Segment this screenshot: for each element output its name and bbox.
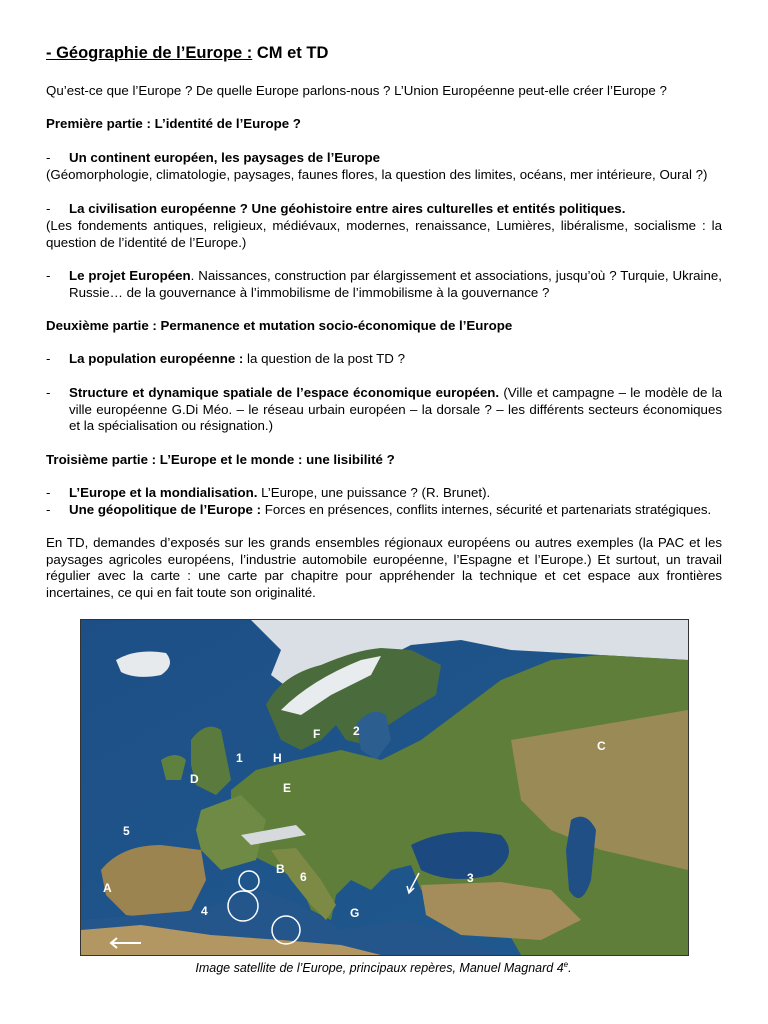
part3-heading: Troisième partie : L’Europe et le monde : une lisibilité ? [46,452,395,467]
part2-item1-text: la question de la post TD ? [243,351,405,366]
europe-satellite-map [80,619,689,956]
bullet-dash: - [46,385,51,400]
bullet-dash: - [46,502,51,517]
part2-item1 [46,351,722,368]
part2-item2-text: (Ville et campagne – le modèle de la ville européenne G.Di Méo. – le réseau urbain européen – la dorsale ? – les différents secteurs économiques et la spécialisation ou résignation.) [69,385,722,433]
part1-heading: Première partie : L’identité de l’Europe ? [46,116,301,131]
part2-item2-title: Structure et dynamique spatiale de l’espace économique européen. [69,385,500,400]
map-svg [81,620,688,955]
title-prefix: - Géographie de l’Europe : [46,44,253,62]
part2-item1-title: La population européenne : [69,351,244,366]
part1-item2 [46,201,722,218]
map-label-1: 1 [236,751,243,765]
part3-item2 [46,502,722,519]
map-label-F: F [313,727,321,741]
part1-item2-title: La civilisation européenne ? Une géohistoire entre aires culturelles et entités politiques. [69,201,626,216]
part2-item2 [46,385,722,435]
map-label-2: 2 [353,724,360,738]
part3-item2-title: Une géopolitique de l’Europe : [69,502,262,517]
part1-item3 [46,268,722,301]
map-label-5: 5 [123,824,130,838]
part3-item1-title: L’Europe et la mondialisation. [69,485,258,500]
part2-heading: Deuxième partie : Permanence et mutation socio-économique de l’Europe [46,318,513,333]
part1-item3-title: Le projet Européen [69,268,191,283]
caption-end: . [568,961,572,976]
part1-item2-detail: (Les fondements antiques, religieux, médiévaux, modernes, renaissance, Lumières, libéralisme, socialisme : la question de l’identité de l’Europe.) [46,218,722,250]
map-label-H: H [273,751,282,765]
bullet-dash: - [46,150,51,165]
caption-superscript: e [563,960,569,969]
map-label-C: C [597,739,606,753]
title-suffix: CM et TD [252,44,329,62]
part1-item1-title: Un continent européen, les paysages de l’Europe [69,150,381,165]
part1-item3-text: . Naissances, construction par élargissement et associations, jusqu’où ? Turquie, Ukraine, Russie… de la gouvernance à l’immobilisme de l’immobilisme à la gouvernance ? [69,268,722,300]
bullet-dash: - [46,485,51,500]
part1-item1-detail: (Géomorphologie, climatologie, paysages, faunes flores, la question des limites, océans, mer intérieure, Oural ?) [46,167,708,182]
map-label-D: D [190,772,199,786]
map-label-B: B [276,862,285,876]
caption-text: Image satellite de l’Europe, principaux repères, Manuel Magnard 4 [195,961,564,976]
map-label-G: G [350,906,360,920]
td-paragraph: En TD, demandes d’exposés sur les grands ensembles régionaux européens ou autres exemples (la PAC et les paysages agricoles européens, l’industrie automobile européenne, l’Espagne et l’Europe.) Et surtout, un travail régulier avec la carte : une carte par chapitre pour appréhender la technique et cet espace aux frontières incertaines, ce qui en fait toute son originalité. [46,535,722,600]
bullet-dash: - [46,201,51,216]
bullet-dash: - [46,268,51,283]
map-label-E: E [283,781,292,795]
intro-questions: Qu’est-ce que l’Europe ? De quelle Europe parlons-nous ? L’Union Européenne peut-elle créer l’Europe ? [46,83,667,98]
part3-item1-text: L’Europe, une puissance ? (R. Brunet). [257,485,491,500]
bullet-dash: - [46,351,51,366]
page-title [46,45,328,62]
part1-item1 [46,150,722,167]
map-caption [80,957,687,977]
map-label-A: A [103,881,112,895]
map-label-3: 3 [467,871,474,885]
part3-item1 [46,485,722,502]
part3-item2-text: Forces en présences, conflits internes, sécurité et partenariats stratégiques. [261,502,712,517]
map-label-4: 4 [201,904,208,918]
map-label-6: 6 [300,870,307,884]
